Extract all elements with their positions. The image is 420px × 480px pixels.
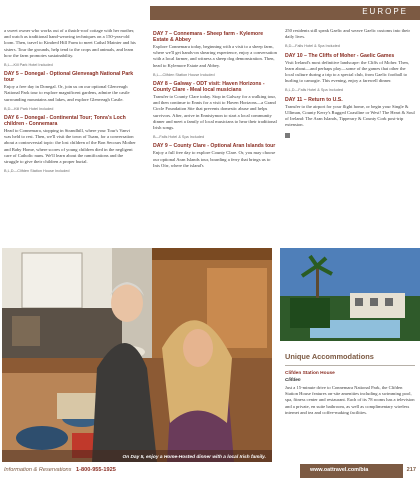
page-header [0,0,420,20]
page-footer [0,462,420,480]
unique-accommodations [285,352,415,416]
itinerary-column-2 [153,28,277,172]
meals-note: B,L,D—Falls Hotel & Spa Included [285,88,344,93]
hotel-name: Clifden Station House [285,371,335,376]
website-link[interactable]: www.oattravel.com/bia [310,467,369,473]
hotel-photo-illustration [280,248,420,341]
day-8-heading: DAY 8 – Galway - ODT visit: Haven Horizons - County Clare - Meal local musicians [153,81,265,94]
day-10-heading: DAY 10 – The Cliffs of Moher - Gaelic Games [285,52,395,59]
unique-accommodations-title: Unique Accommodations [285,352,374,361]
day-6-text: Head to Connemara, stopping in Strandhill, where your Tour's Vanvi was held to rest. Then, we'll visit the town of Tuam, for a conversation about a controversial topic: the lost children of the Bon Secours Mother and Baby Home, where scores of young children died in the negligent care of Catholic nuns. We'll learn about the ramifications and the struggle to give their children a proper burial. [4,128,136,165]
meals-note: B,L,D—Clifden Station House Included [4,169,70,174]
day-7-text: Explore Connemara today, beginning with a visit to a sheep farm, where we'll get hands-on shearing experience, enjoy a conversation with a local farmer, and witness a sheep dog demonstration. Then, head to Kylemore Estate and Abbey. [153,44,277,68]
itinerary-column-3 [285,28,415,141]
meals-note: B,L—Clifden Station House Included [153,72,215,77]
hotel-location: Clifden [285,377,301,382]
dinner-photo-illustration [2,248,272,462]
meals-note: B,L—Kill Park Hotel Included [4,63,53,68]
day-6-heading: DAY 6 – Donegal - Continental Tour; Tonra's Loch children - Connemara [4,115,126,128]
divider [285,365,415,366]
page-number: 217 [406,467,416,473]
reservations-label: Information & Reservations [4,467,72,473]
day-7-heading: DAY 7 – Connemara - Sheep farm - Kylemore Estate & Abbey [153,31,264,43]
day-11-text: Transfer to the airport for your flight home, or begin your Single & Ulliman, County Kerry's Rugged Coastline or West! The Heart & Soul of Ireland: The Aran Islands, Tipperary & County Cork post-trip extension. [285,103,415,128]
day-10-text: Visit Ireland's most definitive landscape: the Cliffs of Moher. Then, learn about—and perhaps play—some of the games that other the local culture during a trip to a special club, from Gaelic football to hurling to camogie. This evening, enjoy a farewell dinner. [285,59,410,84]
day-9-text: Enjoy a full free day to explore County Clare. Or, you may choose our optional Aran Islands tour, boarding a ferry that brings us to Inis Oírr, where the island's [153,150,276,168]
reservations-phone[interactable]: 1-800-955-1925 [76,467,116,473]
section-label: EUROPE [362,7,408,16]
meals-note: B,D—Kill Park Hotel Included [4,106,54,111]
meals-note: B,D—Falls Hotel & Spa Included [285,44,340,49]
itinerary-column-1 [4,28,138,177]
continued-text: 250 residents still speak Gaelic and weave Gaelic customs into their daily lives. [285,28,411,40]
end-bullet-icon [285,133,290,138]
reservations-info [4,467,116,473]
day-8-text: Transfer to County Clare today. Stop in Galway for a walking tour, and then continue to Ennis for a visit to Haven Horizons—a Grand Circle Foundation Site that prevents domestic abuse and helps survivors. After, arrive in Ennistymon to start a local community dinner and meet a family of local musicians to hear their traditional Irish songs. [153,94,277,131]
photo-caption: On Day 5, enjoy a Home-Hosted dinner with a local Irish family. [122,455,266,460]
day-5-heading: DAY 5 – Donegal - Optional Glenveagh National Park tour [4,71,134,84]
hotel-description: Just a 15-minute drive to Connemara National Park, the Clifden Station House features on-site amenities including a swimming pool, spa, fitness center and restaurant. Each of its 78 rooms has a television and a private, en suite bathroom, as well as complimentary wireless internet and tea and coffee-making facilities. [285,385,415,415]
meals-note: B—Falls Hotel & Spa Included [153,135,205,140]
hotel-photo [280,248,420,341]
day-5-text: Enjoy a free day in Donegal. Or, join us on our optional Glenveagh National Park tour to explore magnificent gardens, admire the castle surrounding mountains and lakes, and explore Glenveagh Castle. [4,84,130,102]
home-hosted-dinner-photo [2,248,272,462]
intro-text: a sweet owner who works out of a thatch-roof cottage with her mother, and watch as traditional hand-weaving techniques on a 150-year-old loom. Then, travel to Kindred Hill Farm to meet Cathal Mainier and his sisters. Tour the grounds, help tend to the crops and animals, and learn how the farm promotes sustainability. [4,28,136,58]
day-11-heading: DAY 11 – Return to U.S. [285,96,343,103]
day-9-heading: DAY 9 – County Clare - Optional Aran Islands tour [153,143,276,150]
